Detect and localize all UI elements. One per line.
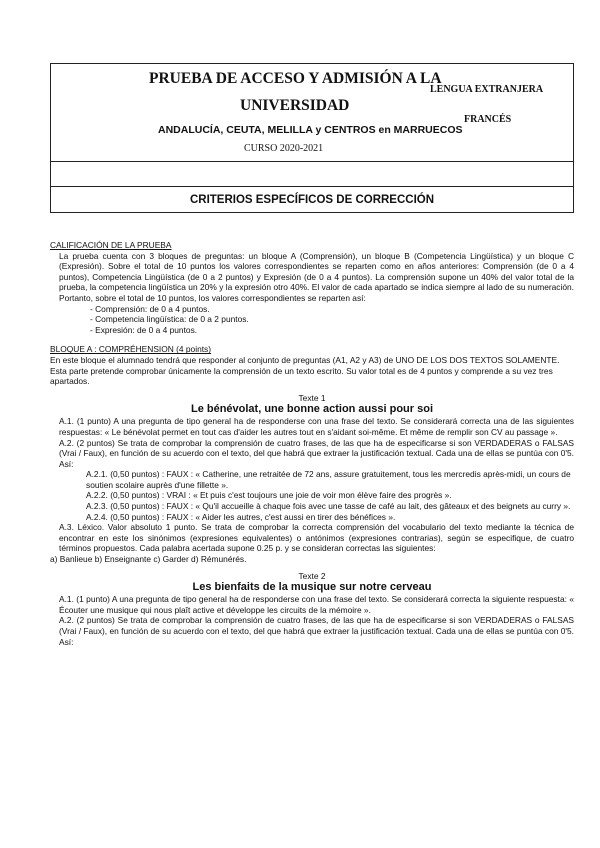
calificacion-paragraph: La prueba cuenta con 3 bloques de preguntas: un bloque A (Comprensión), un bloque B (Competencia Lingüística) y un bloque C (Expresión). Sobre el total de 10 puntos los valores correspondientes se reparten como en años anteriores: Comprensión (de 0 a 4 puntos), Competencia Lingüística (de 0 a 2 puntos) y Expresión (de 0 a 4 puntos). La comprensión supone un 40% del valor total de la prueba, la competencia lingüística un 20% y la expresión otro 40%. El valor de cada apartado se indica siempre al lado de su numeración. Portanto, sobre el total de 10 puntos, los valores correspondientes se reparten así: bbox=[59, 250, 574, 303]
bloque-a-heading: BLOQUE A : COMPRÉHENSION (4 points) bbox=[50, 344, 212, 355]
header-empty-row bbox=[51, 161, 573, 187]
texto2-a2: A.2. (2 puntos) Se trata de comprobar la comprensión de cuatro frases, de las que ha de especificarse si son VERDADERAS o FALSAS (Vrai / Faux), en función de su acuerdo con el texto, del que habrá que extraer la justificación textual. Cada una de ellas se puntúa con 0'5. Así: bbox=[59, 615, 574, 647]
calificacion-item: - Comprensión: de 0 a 4 puntos. bbox=[90, 303, 210, 314]
header-box bbox=[50, 63, 574, 213]
exam-region-subtitle: ANDALUCÍA, CEUTA, MELILLA y CENTROS en MARRUECOS bbox=[158, 124, 463, 136]
texto2-a1: A.1. (1 punto) A una pregunta de tipo general ha de responderse con una frase del texto. Se considerará correcta la siguiente respuesta: « Écouter une musique qui nous plaît active et développe les circuits de la mémoire ». bbox=[59, 594, 574, 615]
bloque-a-intro: Esta parte pretende comprobar únicamente la comprensión de un texto escrito. Su valor total es de 4 puntos y comprende a su vez tres apartados. bbox=[50, 365, 553, 387]
header-main-cell bbox=[51, 64, 573, 162]
calificacion-heading: CALIFICACIÓN DE LA PRUEBA bbox=[50, 240, 172, 250]
texto1-a2-item: A.2.3. (0,50 puntos) : FAUX : « Qu'il accueille à chaque fois avec une tasse de café au lait, des gâteaux et des beignets au curry ». bbox=[86, 501, 571, 512]
texto1-a3-answers: a) Banlieue b) Enseignante c) Garder d) Rémunérés. bbox=[50, 554, 247, 565]
calificacion-item: - Competencia lingüística: de 0 a 2 puntos. bbox=[90, 314, 249, 325]
exam-title-line1: PRUEBA DE ACCESO Y ADMISIÓN A LA bbox=[149, 70, 442, 87]
criterios-heading: CRITERIOS ESPECÍFICOS DE CORRECCIÓN bbox=[189, 193, 435, 206]
texto1-a3: A.3. Léxico. Valor absoluto 1 punto. Se trata de comprobar la correcta comprensión del vocabulario del texto mediante la técnica de encontrar en este los sinónimos (expresiones equivalentes) o antónimos (expresiones contrarias), según se especifique, de cuatro términos propuestos. Cada palabra acertada supone 0.25 p. y se consideran correctas las siguientes: bbox=[59, 522, 574, 554]
texto1-a2-item: A.2.2. (0,50 puntos) : VRAI : « Et puis c'est toujours une joie de voir mon élève faire des progrès ». bbox=[86, 490, 452, 501]
calificacion-item: - Expresión: de 0 a 4 puntos. bbox=[90, 324, 198, 335]
subject-language: FRANCÉS bbox=[464, 114, 512, 125]
texto1-a1: A.1. (1 punto) A una pregunta de tipo general ha de responderse con una frase del texto. Se considerará correcta una de las siguientes respuestas: « Le bénévolat permet en tout cas d'aider les autres tout en s'aidant soi-même. Et même de remplir son CV au passage ». bbox=[59, 416, 574, 437]
texto2-title: Les bienfaits de la musique sur notre cerveau bbox=[192, 581, 432, 594]
texto1-label: Texte 1 bbox=[298, 392, 326, 403]
document-body bbox=[50, 240, 574, 647]
texto1-a2: A.2. (2 puntos) Se trata de comprobar la comprensión de cuatro frases, de las que ha de especificarse si son VERDADERAS o FALSAS (Vrai / Faux), en función de su acuerdo con el texto, del que habrá que extraer la justificación textual. Cada una de ellas se puntúa con 0'5. Así: bbox=[59, 437, 574, 469]
exam-title-line2: UNIVERSIDAD bbox=[240, 97, 350, 114]
texto1-title: Le bénévolat, une bonne action aussi pour soi bbox=[190, 403, 434, 416]
texto2-label: Texte 2 bbox=[298, 570, 326, 581]
subject-area: LENGUA EXTRANJERA bbox=[430, 84, 544, 95]
texto1-a2-item: A.2.4. (0,50 puntos) : FAUX : « Aider les autres, c'est aussi en tirer des bénéfices ». bbox=[86, 511, 396, 522]
bloque-a-intro: En este bloque el alumnado tendrá que responder al conjunto de preguntas (A1, A2 y A3) de UNO DE LOS DOS TEXTOS SOLAMENTE. bbox=[50, 354, 560, 365]
texto1-a2-item: A.2.1. (0,50 puntos) : FAUX : « Catherine, une retraitée de 72 ans, assure gratuitement, tous les mercredis après-midi, un cours de soutien scolaire auprès d'une fillette ». bbox=[86, 469, 571, 490]
exam-course-year: CURSO 2020-2021 bbox=[244, 143, 324, 154]
